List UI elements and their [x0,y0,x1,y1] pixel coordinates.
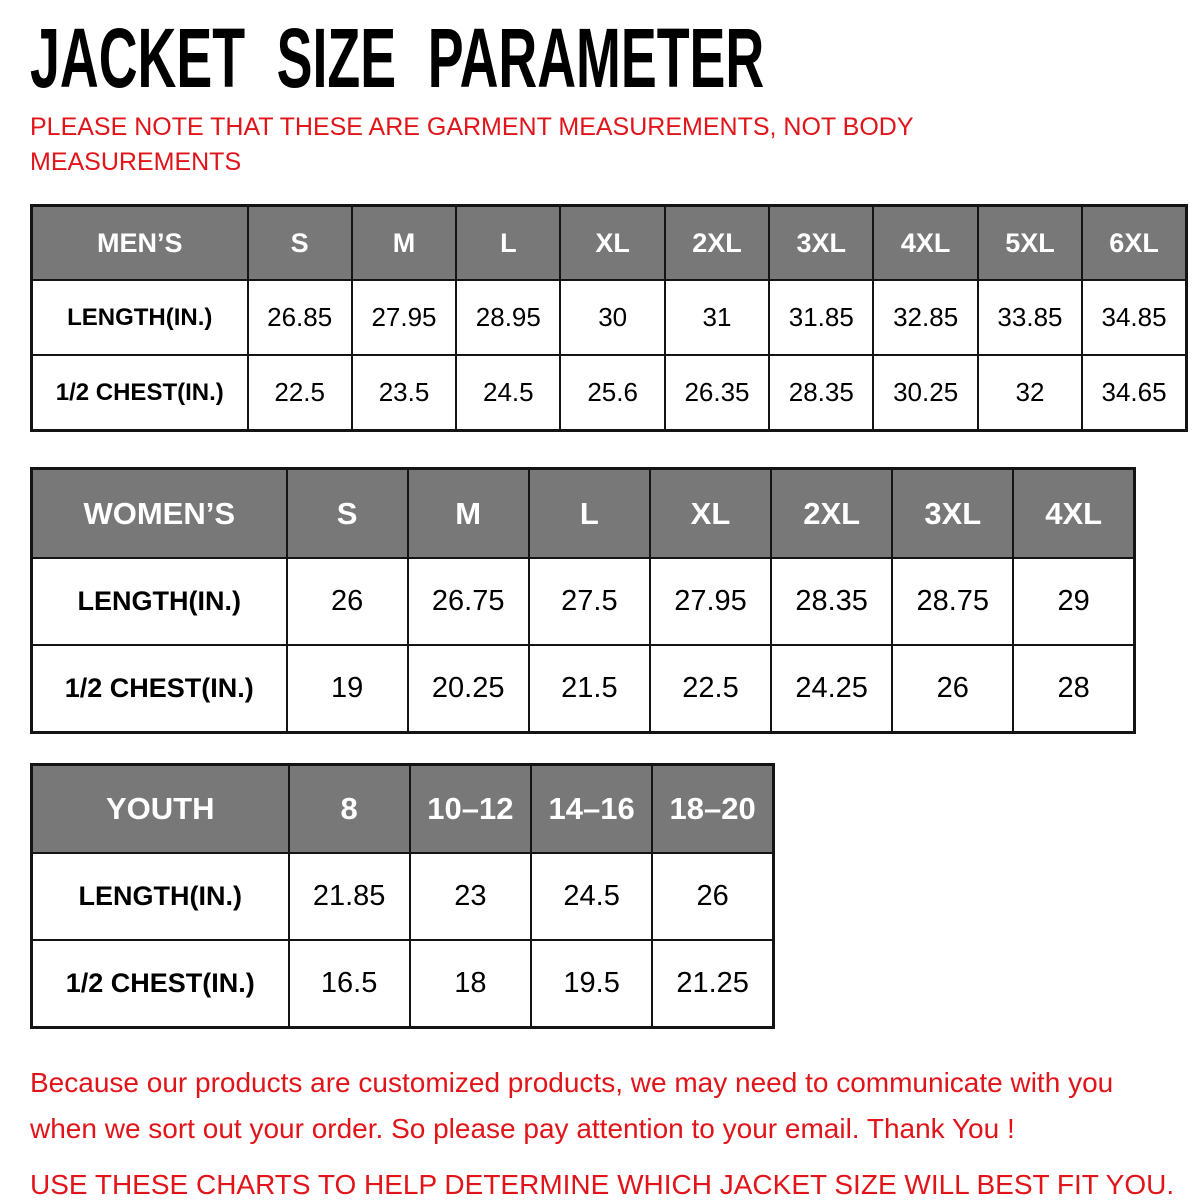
size-column-header: 3XL [892,469,1013,559]
table-row [32,645,1135,733]
size-column-header: 8 [289,765,410,854]
garment-note-line2: MEASUREMENTS [30,148,242,176]
size-column-header: 2XL [665,206,769,281]
size-column-header: L [456,206,560,281]
size-value-cell: 21.5 [529,645,650,733]
table-row [32,853,774,940]
size-value-cell: 26.75 [408,558,529,645]
size-value-cell: 26 [652,853,773,940]
size-value-cell: 28.35 [771,558,892,645]
customized-products-note [30,1060,1200,1152]
header-row-youth [32,765,774,854]
garment-note-line1: PLEASE NOTE THAT THESE ARE GARMENT MEASUREMENTS, NOT BODY [30,113,914,141]
size-value-cell: 25.6 [560,355,664,431]
size-value-cell: 26 [287,558,408,645]
size-value-cell: 23 [410,853,531,940]
size-value-cell: 22.5 [248,355,352,431]
header-row-womens [32,469,1135,559]
use-charts-note: USE THESE CHARTS TO HELP DETERMINE WHICH JACKET SIZE WILL BEST FIT YOU. [30,1169,1175,1200]
size-column-header: 18–20 [652,765,773,854]
size-value-cell: 16.5 [289,940,410,1028]
size-value-cell: 26.35 [665,355,769,431]
size-tables-container [30,204,1200,1029]
size-value-cell: 21.85 [289,853,410,940]
size-value-cell: 30.25 [873,355,977,431]
size-value-cell: 26 [892,645,1013,733]
size-value-cell: 20.25 [408,645,529,733]
size-column-header: 4XL [873,206,977,281]
size-column-header: M [408,469,529,559]
size-column-header: 4XL [1013,469,1134,559]
row-label: LENGTH(IN.) [32,280,248,355]
page-title: JACKET SIZE PARAMETER [30,11,765,105]
size-column-header: 2XL [771,469,892,559]
table-title-youth: YOUTH [32,765,289,854]
size-value-cell: 28 [1013,645,1134,733]
size-value-cell: 27.95 [650,558,771,645]
size-value-cell: 24.5 [456,355,560,431]
size-value-cell: 30 [560,280,664,355]
size-value-cell: 34.85 [1082,280,1186,355]
size-value-cell: 27.95 [352,280,456,355]
size-value-cell: 24.25 [771,645,892,733]
size-value-cell: 18 [410,940,531,1028]
size-value-cell: 28.95 [456,280,560,355]
size-column-header: S [287,469,408,559]
size-column-header: 10–12 [410,765,531,854]
size-value-cell: 22.5 [650,645,771,733]
row-label: LENGTH(IN.) [32,558,287,645]
size-table-womens [30,467,1136,734]
size-column-header: 6XL [1082,206,1186,281]
size-value-cell: 31.85 [769,280,873,355]
size-column-header: 5XL [978,206,1082,281]
size-value-cell: 32 [978,355,1082,431]
row-label: LENGTH(IN.) [32,853,289,940]
size-value-cell: 32.85 [873,280,977,355]
table-row [32,280,1187,355]
size-value-cell: 29 [1013,558,1134,645]
size-table-youth [30,763,775,1029]
table-title-womens: WOMEN’S [32,469,287,559]
size-value-cell: 34.65 [1082,355,1186,431]
header-row-mens [32,206,1187,281]
size-column-header: M [352,206,456,281]
size-table-mens [30,204,1188,432]
customized-note-line2: when we sort out your order. So please pay attention to your email. Thank You ! [30,1113,1015,1144]
size-value-cell: 33.85 [978,280,1082,355]
row-label: 1/2 CHEST(IN.) [32,645,287,733]
table-title-mens: MEN’S [32,206,248,281]
row-label: 1/2 CHEST(IN.) [32,940,289,1028]
customized-note-line1: Because our products are customized products, we may need to communicate with you [30,1067,1114,1098]
garment-measurements-note [30,110,1200,180]
size-column-header: 14–16 [531,765,652,854]
size-value-cell: 31 [665,280,769,355]
table-row [32,940,774,1028]
size-value-cell: 27.5 [529,558,650,645]
size-value-cell: 24.5 [531,853,652,940]
size-column-header: S [248,206,352,281]
row-label: 1/2 CHEST(IN.) [32,355,248,431]
size-value-cell: 21.25 [652,940,773,1028]
size-value-cell: 26.85 [248,280,352,355]
size-value-cell: 28.35 [769,355,873,431]
size-value-cell: 28.75 [892,558,1013,645]
size-value-cell: 23.5 [352,355,456,431]
size-column-header: L [529,469,650,559]
table-row [32,355,1187,431]
size-column-header: 3XL [769,206,873,281]
size-value-cell: 19.5 [531,940,652,1028]
size-column-header: XL [650,469,771,559]
table-row [32,558,1135,645]
size-column-header: XL [560,206,664,281]
size-value-cell: 19 [287,645,408,733]
